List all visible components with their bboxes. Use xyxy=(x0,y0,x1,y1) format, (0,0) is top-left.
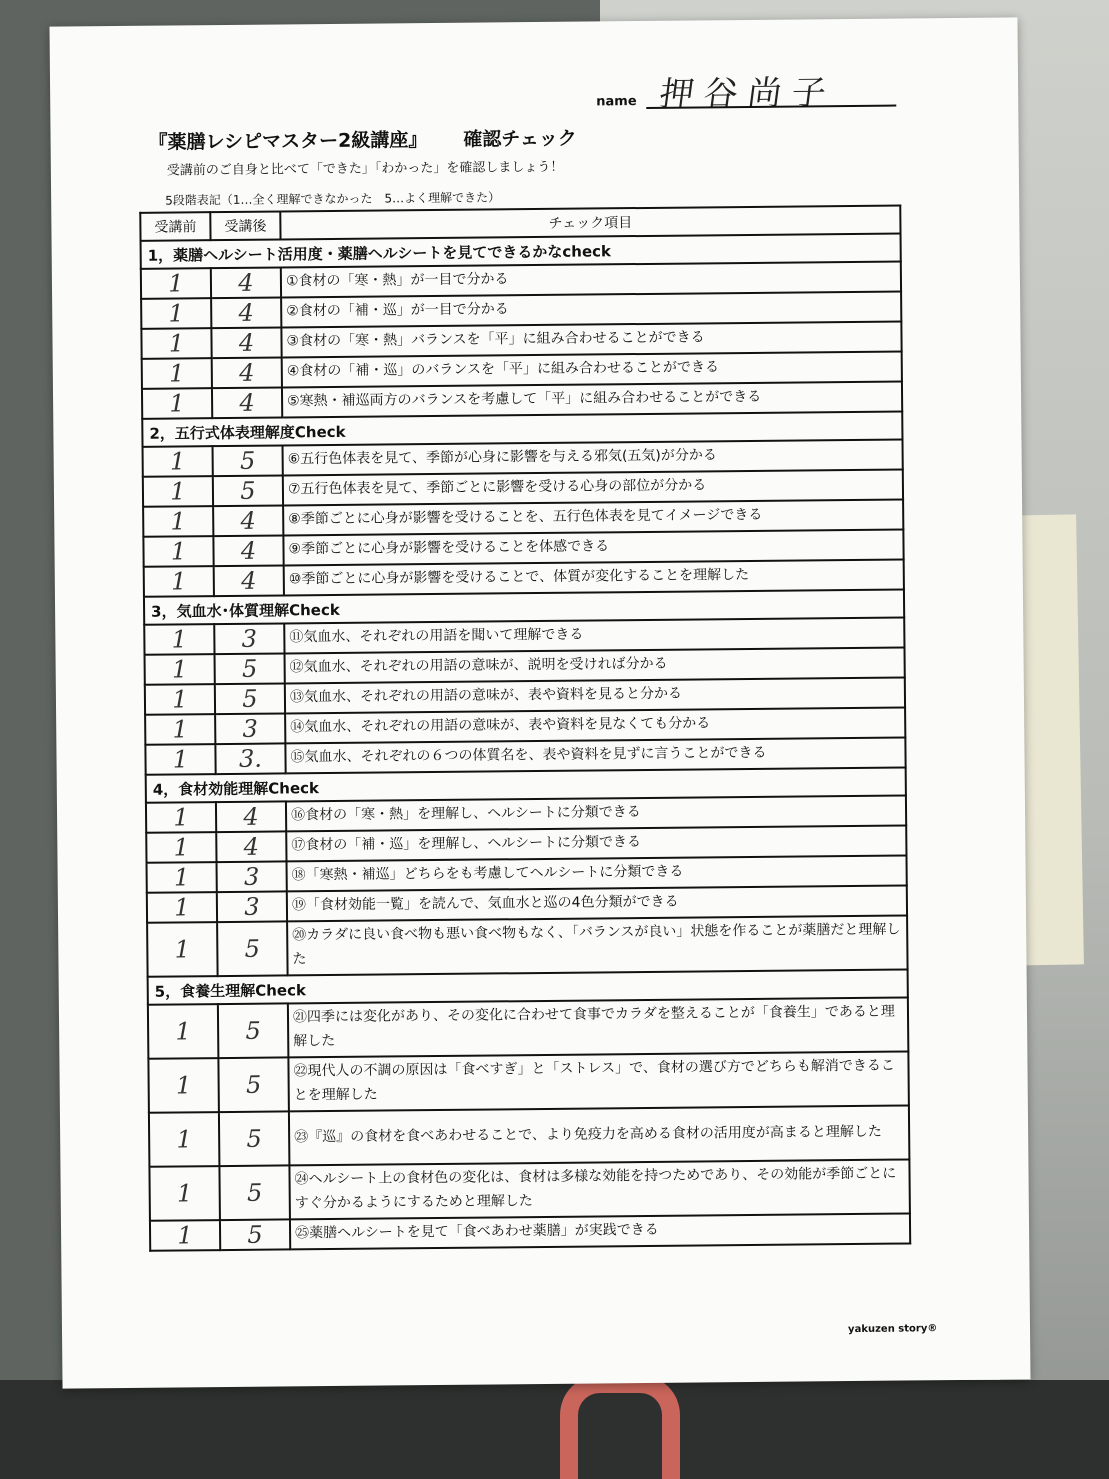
check-item-text: ⑰食材の「補・巡」を理解し、ヘルシートに分類できる xyxy=(286,825,906,861)
score-after: 5 xyxy=(219,1111,290,1166)
check-item-text: ㉕薬膳ヘルシートを見て「食べあわせ薬膳」が実践できる xyxy=(290,1213,910,1249)
score-after: 5 xyxy=(215,653,285,684)
check-item-text: ㉑四季には変化があり、その変化に合わせて食事でカラダを整えることが「食養生」であると理解した xyxy=(288,997,908,1057)
score-after: 4 xyxy=(214,565,284,596)
check-item-text: ㉔ヘルシート上の食材色の変化は、食材は多様な効能を持つためであり、その効能が季節ごとにすぐ分かるようにするためと理解した xyxy=(289,1159,909,1219)
section-title: 5，食養生理解Check xyxy=(148,969,908,1004)
check-title: 確認チェック xyxy=(463,127,577,151)
score-after: 5 xyxy=(219,1165,290,1220)
name-label: name xyxy=(596,94,637,110)
section-title: 3，気血水･体質理解Check xyxy=(144,590,904,625)
background-floor xyxy=(0,1380,1109,1479)
check-item-text: ⑫気血水、それぞれの用語の意味が、説明を受ければ分かる xyxy=(285,647,905,683)
score-before: 1 xyxy=(144,566,214,597)
score-after: 3 xyxy=(215,713,285,744)
score-before: 1 xyxy=(148,1004,219,1059)
check-item-text: ⑧季節ごとに心身が影響を受けることを、五行色体表を見てイメージできる xyxy=(283,500,903,536)
check-item-text: ㉒現代人の不調の原因は「食べすぎ」と「ストレス」で、食材の選び方でどちらも解消できることを理解した xyxy=(288,1051,908,1111)
score-after: 4 xyxy=(211,267,281,298)
check-item-text: ⑩季節ごとに心身が影響を受けることで、体質が変化することを理解した xyxy=(284,560,904,596)
check-item-text: ㉓『巡』の食材を食べあわせることで、より免疫力を高める食材の活用度が高まると理解した xyxy=(289,1105,909,1165)
score-after: 4 xyxy=(216,801,286,832)
score-after: 4 xyxy=(211,297,281,328)
check-item-text: ⑬気血水、それぞれの用語の意味が、表や資料を見ると分かる xyxy=(285,677,905,713)
score-after: 3 xyxy=(217,891,287,922)
score-after: 4 xyxy=(212,387,282,418)
brand-mark: yakuzen story® xyxy=(847,1323,938,1336)
section-title: 2，五行式体表理解度Check xyxy=(142,412,902,447)
score-after: 4 xyxy=(212,357,282,388)
score-before: 1 xyxy=(142,358,212,389)
check-item-text: ⑯食材の「寒・熱」を理解し、ヘルシートに分類できる xyxy=(286,795,906,831)
check-item-text: ⑥五行色体表を見て、季節が心身に影響を与える邪気(五気)が分かる xyxy=(283,440,903,476)
check-item-text: ⑲「食材効能一覧」を読んで、気血水と巡の4色分類ができる xyxy=(287,885,907,921)
section-title: 4，食材効能理解Check xyxy=(146,767,906,802)
check-item-text: ③食材の「寒・熱」バランスを「平」に組み合わせることができる xyxy=(281,322,901,358)
score-before: 1 xyxy=(143,476,213,507)
page-title xyxy=(148,124,576,155)
scale-note: 5段階表記（1…全く理解できなかった 5…よく理解できた） xyxy=(165,190,501,208)
check-item-text: ⑦五行色体表を見て、季節ごとに影響を受ける心身の部位が分かる xyxy=(283,470,903,506)
score-after: 5 xyxy=(218,1057,289,1112)
checklist-sheet xyxy=(49,17,1030,1388)
score-after: 5 xyxy=(215,683,285,714)
score-after: 4 xyxy=(213,535,283,566)
score-before: 1 xyxy=(142,388,212,419)
table-row xyxy=(147,915,907,976)
score-before: 1 xyxy=(150,1220,220,1251)
course-title: 『薬膳レシピマスター2級講座』 xyxy=(148,129,428,154)
table-row xyxy=(149,1105,909,1166)
score-before: 1 xyxy=(149,1166,220,1221)
score-before: 1 xyxy=(145,714,215,745)
check-item-text: ②食材の「補・巡」が一目で分かる xyxy=(281,292,901,328)
score-before: 1 xyxy=(143,536,213,567)
col-before-header: 受講前 xyxy=(140,212,210,241)
table-body xyxy=(141,234,911,1251)
handwritten-name: 押谷尚子 xyxy=(657,73,839,115)
check-item-text: ⑮気血水、それぞれの６つの体質名を、表や資料を見ずに言うことができる xyxy=(285,737,905,773)
instructions: 受講前のご自身と比べて「できた」「わかった」を確認しましょう！ xyxy=(166,159,564,179)
check-item-text: ④食材の「補・巡」のバランスを「平」に組み合わせることができる xyxy=(282,352,902,388)
score-before: 1 xyxy=(141,298,211,329)
score-before: 1 xyxy=(146,832,216,863)
score-before: 1 xyxy=(141,268,211,299)
score-before: 1 xyxy=(148,1058,219,1113)
table-row xyxy=(148,997,908,1058)
section-title: 1，薬膳ヘルシート活用度・薬膳ヘルシートを見てできるかなcheck xyxy=(141,234,901,269)
score-after: 4 xyxy=(211,327,281,358)
table-row xyxy=(150,1213,910,1250)
score-before: 1 xyxy=(143,446,213,477)
score-before: 1 xyxy=(146,802,216,833)
score-after: 3 xyxy=(214,623,284,654)
score-after: 4 xyxy=(213,505,283,536)
score-before: 1 xyxy=(149,1112,220,1167)
score-after: 5 xyxy=(213,475,283,506)
score-after: 4 xyxy=(216,831,286,862)
score-before: 1 xyxy=(145,654,215,685)
col-item-header: チェック項目 xyxy=(280,206,900,240)
score-before: 1 xyxy=(147,892,217,923)
check-item-text: ⑤寒熱・補巡両方のバランスを考慮して「平」に組み合わせることができる xyxy=(282,382,902,418)
table-row xyxy=(149,1159,909,1220)
check-table xyxy=(139,205,911,1252)
score-after: 5 xyxy=(218,1003,289,1058)
check-item-text: ⑳カラダに良い食べ物も悪い食べ物もなく、「バランスが良い」状態を作ることが薬膳だと理解した xyxy=(287,915,907,975)
check-item-text: ⑪気血水、それぞれの用語を聞いて理解できる xyxy=(284,618,904,654)
score-before: 1 xyxy=(144,624,214,655)
score-before: 1 xyxy=(141,328,211,359)
col-after-header: 受講後 xyxy=(210,211,280,240)
table-row xyxy=(148,1051,908,1112)
score-before: 1 xyxy=(145,684,215,715)
check-item-text: ①食材の「寒・熱」が一目で分かる xyxy=(281,262,901,298)
score-after: 5 xyxy=(220,1219,290,1250)
score-before: 1 xyxy=(147,862,217,893)
score-before: 1 xyxy=(145,744,215,775)
score-after: 3. xyxy=(215,743,285,774)
score-after: 5 xyxy=(213,445,283,476)
score-after: 5 xyxy=(217,921,288,976)
score-before: 1 xyxy=(143,506,213,537)
check-item-text: ⑨季節ごとに心身が影響を受けることを体感できる xyxy=(283,530,903,566)
background-bag-strap xyxy=(560,1375,680,1479)
check-item-text: ⑭気血水、それぞれの用語の意味が、表や資料を見なくても分かる xyxy=(285,707,905,743)
score-before: 1 xyxy=(147,922,218,977)
score-after: 3 xyxy=(217,861,287,892)
check-item-text: ⑱「寒熱・補巡」どちらをも考慮してヘルシートに分類できる xyxy=(287,855,907,891)
